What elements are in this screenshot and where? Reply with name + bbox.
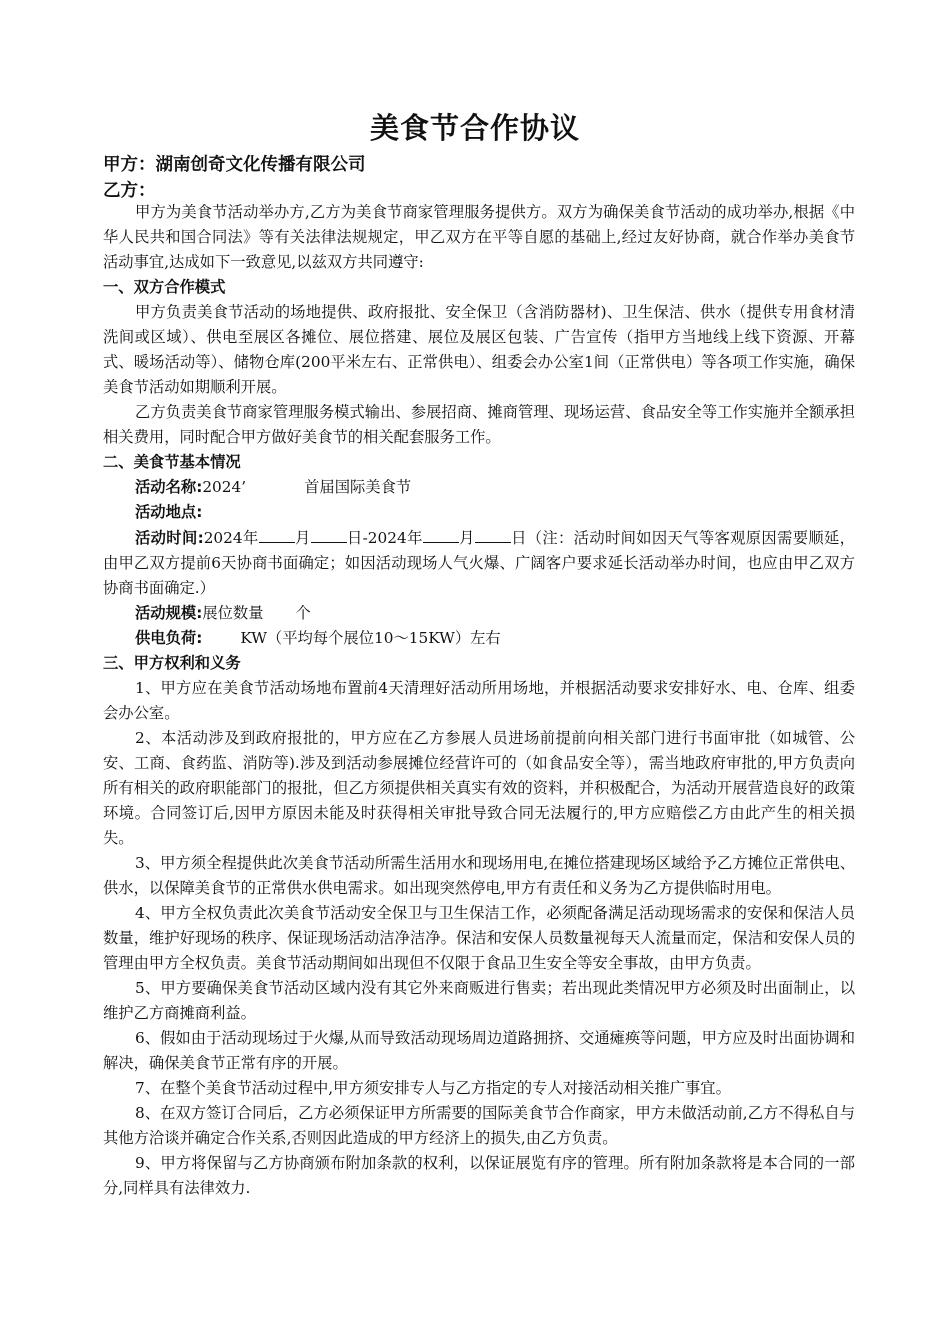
field-value: 2024’ [202, 478, 247, 496]
clause-item: 1、甲方应在美食节活动场地布置前4天清理好活动所用场地，并根据活动要求安排好水、电、仓库、组委会办公室。 [103, 679, 855, 722]
clause-item: 6、假如由于活动现场过于火爆,从而导致活动现场周边道路拥挤、交通瘫痪等问题，甲方应及时出面协调和解决，确保美食节正常有序的开展。 [103, 1029, 855, 1072]
field-label: 活动规模: [135, 604, 203, 622]
party-b-line: 乙方： [103, 181, 156, 201]
paragraph: 甲方负责美食节活动的场地提供、政府报批、安全保卫（含消防器材)、卫生保洁、供水（提供专用食材清洗间或区域）、供电至展区各摊位、展位搭建、展位及展区包装、广告宣传（指甲方当地线上线下资源、开幕式、暖场活动等）、储物仓库(200平米左右、正常供电）、组委会办公室1间（正常供电）等各项工作实施，确保美食节活动如期顺利开展。 [103, 303, 855, 396]
field-value: 月 [294, 529, 311, 547]
section-heading: 三、甲方权利和义务 [103, 654, 241, 672]
event-place-line [103, 500, 855, 525]
section-heading: 一、双方合作模式 [103, 278, 226, 296]
field-value: 月 [458, 529, 475, 547]
field-value: KW（平均每个展位10～15KW）左右 [240, 629, 501, 647]
field-value: -2024年 [362, 529, 423, 547]
field-value: 2024年 [203, 529, 259, 547]
clause-item: 9、甲方将保留与乙方协商颁布附加条款的权利，以保证展览有序的管理。所有附加条款将是本合同的一部分,同样具有法律效力. [103, 1154, 855, 1197]
field-value: 日 [346, 529, 363, 547]
fill-blank [311, 525, 347, 543]
fill-blank [423, 525, 459, 543]
field-label: 活动名称: [135, 478, 203, 496]
event-name-line [103, 475, 855, 500]
clause-item: 2、本活动涉及到政府报批的，甲方应在乙方参展人员进场前提前向相关部门进行书面审批（如城管、公安、工商、食药监、消防等).涉及到活动参展摊位经营许可的（如食品安全等），需当地政府审批的,甲方负责向所有相关的政府职能部门的报批，但乙方须提供相关真实有效的资料，并积极配合，为活动开展营造良好的政策环境。合同签订后,因甲方原因未能及时获得相关审批导致合同无法履行的,甲方应赔偿乙方由此产生的相关损失。 [103, 729, 855, 847]
clause-item: 5、甲方要确保美食节活动区域内没有其它外来商贩进行售卖；若出现此类情况甲方必须及时出面制止，以维护乙方商摊商利益。 [103, 979, 855, 1022]
paragraph: 乙方负责美食节商家管理服务模式输出、参展招商、摊商管理、现场运营、食品安全等工作实施并全额承担相关费用，同时配合甲方做好美食节的相关配套服务工作。 [103, 403, 855, 446]
intro-paragraph: 甲方为美食节活动举办方,乙方为美食节商家管理服务提供方。双方为确保美食节活动的成功举办,根据《中华人民共和国合同法》等有关法律法规规定，甲乙双方在平等自愿的基础上,经过友好协商，就合作举办美食节活动事宜,达成如下一致意见,以兹双方共同遵守: [103, 203, 855, 271]
section-heading: 二、美食节基本情况 [103, 453, 241, 471]
event-power-line [103, 626, 855, 651]
event-scale-line [103, 601, 855, 626]
clause-item: 4、甲方全权负责此次美食节活动安全保卫与卫生保洁工作，必须配备满足活动现场需求的安保和保洁人员数量，维护好现场的秩序、保证现场活动洁净洁净。保洁和安保人员数量视每天人流量而定，保洁和安保人员的管理由甲方全权负责。美食节活动期间如出现但不仅限于食品卫生安全等安全事故，由甲方负责。 [103, 904, 855, 972]
field-value: 个 [295, 604, 311, 622]
fill-blank [259, 525, 295, 543]
fill-blank [475, 525, 511, 543]
clause-item: 7、在整个美食节活动过程中,甲方须安排专人与乙方指定的专人对接活动相关推广事宜。 [135, 1079, 731, 1097]
party-a-line: 甲方：湖南创奇文化传播有限公司 [103, 155, 366, 175]
field-value: 首届国际美食节 [304, 478, 412, 496]
field-value: 日（注：活动时间如因天气等客观原因需要顺延，由甲乙双方提前6天协商书面确定；如因活动现场人气火爆、广阔客户要求延长活动举办时间，也应由甲乙双方协商书面确定.） [103, 529, 855, 597]
clause-item: 3、甲方须全程提供此次美食节活动所需生活用水和现场用电,在摊位搭建现场区域给予乙方摊位正常供电、供水，以保障美食节的正常供水供电需求。如出现突然停电,甲方有责任和义务为乙方提供临时用电。 [103, 854, 855, 897]
document-title: 美食节合作协议 [369, 111, 580, 145]
clause-item: 8、在双方签订合同后，乙方必须保证甲方所需要的国际美食节合作商家，甲方未做活动前,乙方不得私自与其他方洽谈并确定合作关系,否则因此造成的甲方经济上的损失,由乙方负责。 [103, 1104, 855, 1147]
event-time-line [103, 525, 855, 601]
field-label: 供电负荷: [135, 629, 203, 647]
field-value: 展位数量 [202, 604, 264, 622]
field-label: 活动地点: [135, 503, 203, 521]
field-label: 活动时间: [135, 529, 204, 547]
document-body [103, 200, 855, 1201]
